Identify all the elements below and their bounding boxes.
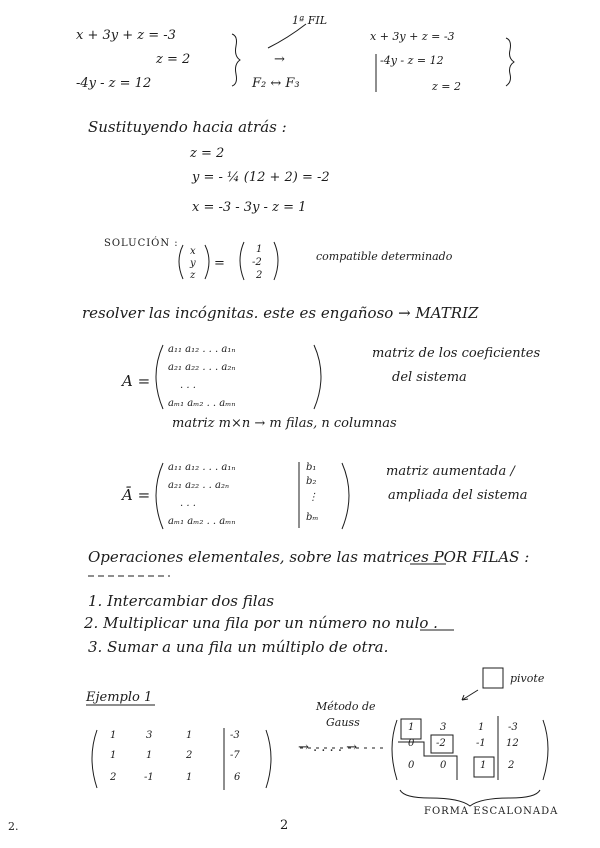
margin-mark: 2.	[8, 820, 19, 833]
coef-row: a₁₁ a₁₂ . . . a₁ₙ	[168, 344, 236, 355]
echelon-label: FORMA ESCALONADA	[424, 806, 559, 817]
sol-val-3: 2	[256, 270, 263, 281]
echelon-brace	[400, 790, 540, 806]
aug-row: aₘ₁ aₘ₂ . . aₘₙ	[168, 516, 236, 527]
aug-b: b₁	[306, 462, 317, 473]
ops-heading: Operaciones elementales, sobre las matrices POR FILAS :	[88, 548, 530, 566]
aug-row: . . .	[180, 498, 196, 509]
sol-var-x: x	[190, 246, 196, 257]
sol-val-1: 1	[256, 244, 263, 255]
pivot-label: pivote	[510, 672, 545, 685]
coef-paren-left	[156, 345, 163, 409]
coef-paren-right	[314, 345, 321, 409]
swap-stroke	[268, 24, 306, 48]
m2-cell: -2	[436, 738, 446, 749]
m2-cell: 12	[506, 738, 519, 749]
aug-b: ⋮	[308, 492, 318, 503]
system-eq-3: -4y - z = 12	[76, 76, 152, 91]
coef-note-1: matriz de los coeficientes	[372, 346, 541, 361]
m2-cell: 1	[408, 722, 415, 733]
swap-label: F₂ ↔ F₃	[252, 76, 300, 91]
aug-note-1: matriz aumentada /	[386, 464, 515, 479]
aug-b: b₂	[306, 476, 317, 487]
m1-cell: 1	[186, 730, 193, 741]
subst-line-2: y = - ¼ (12 + 2) = -2	[192, 170, 330, 185]
coef-row: a₂₁ a₂₂ . . . a₂ₙ	[168, 362, 236, 373]
page-number: 2	[280, 818, 289, 833]
gauss-arrow-text: → . . . . →	[298, 740, 357, 755]
pivot-arrow-head	[462, 695, 468, 700]
m1-cell: -3	[230, 730, 240, 741]
sol-paren-4	[274, 242, 278, 280]
system-eq-1: x + 3y + z = -3	[76, 28, 176, 43]
m1-cell: 1	[146, 750, 153, 761]
solution-note: compatible determinado	[316, 250, 453, 263]
m2-cell: 1	[480, 760, 487, 771]
solution-label: SOLUCIÓN :	[104, 238, 179, 249]
sol-paren-3	[240, 242, 244, 280]
result-row-1: x + 3y + z = -3	[370, 30, 455, 43]
aug-paren-right	[342, 463, 349, 529]
m1-cell: 1	[186, 772, 193, 783]
m1-paren-left	[92, 730, 97, 788]
aug-row: a₁₁ a₁₂ . . . a₁ₙ	[168, 462, 236, 473]
m2-cell: 2	[508, 760, 515, 771]
m1-cell: 1	[110, 750, 117, 761]
example-title: Ejemplo 1	[86, 690, 153, 705]
result-row-3: z = 2	[432, 80, 462, 93]
coef-row: . . .	[180, 380, 196, 391]
subst-line-3: x = -3 - 3y - z = 1	[192, 200, 307, 215]
subst-heading: Sustituyendo hacia atrás :	[88, 118, 287, 136]
sol-var-z: z	[190, 270, 196, 281]
aug-note-2: ampliada del sistema	[388, 488, 528, 503]
result-row-2: -4y - z = 12	[380, 54, 444, 67]
op-3: 3. Sumar a una fila un múltiplo de otra.	[88, 638, 389, 656]
aug-row: a₂₁ a₂₂ . . a₂ₙ	[168, 480, 230, 491]
pivot-arrow	[462, 690, 478, 700]
coef-note-2: del sistema	[392, 370, 467, 385]
m2-cell: 0	[408, 738, 415, 749]
m2-cell: 0	[440, 760, 447, 771]
sol-val-2: -2	[252, 257, 262, 268]
m2-cell: 0	[408, 760, 415, 771]
m1-cell: 6	[234, 772, 241, 783]
m2-cell: -3	[508, 722, 518, 733]
m2-cell: 1	[478, 722, 485, 733]
gauss-method-1: Método de	[316, 700, 376, 713]
aug-label: Ā =	[122, 486, 151, 504]
m1-paren-right	[266, 730, 271, 788]
sol-paren-2	[205, 245, 209, 279]
gauss-method-2: Gauss	[326, 716, 360, 729]
sol-var-y: y	[190, 258, 196, 269]
system-right-brace	[506, 38, 514, 86]
op-1: 1. Intercambiar dos filas	[88, 592, 275, 610]
subst-line-1: z = 2	[190, 146, 225, 161]
m2-paren-right	[543, 720, 548, 780]
coef-row: aₘ₁ aₘ₂ . . aₘₙ	[168, 398, 236, 409]
m1-cell: 1	[110, 730, 117, 741]
m2-paren-left	[392, 720, 397, 780]
sol-equals: =	[214, 256, 225, 271]
pivot-legend-box	[483, 668, 503, 688]
swap-arrow: →	[274, 52, 285, 67]
system-eq-2: z = 2	[156, 52, 191, 67]
aug-b: bₘ	[306, 512, 319, 523]
m1-cell: 2	[110, 772, 117, 783]
echelon-stair	[398, 742, 457, 780]
m2-cell: 3	[440, 722, 447, 733]
m1-cell: -1	[144, 772, 154, 783]
m2-cell: -1	[476, 738, 486, 749]
op-2: 2. Multiplicar una fila por un número no nulo .	[84, 614, 438, 632]
aug-paren-left	[156, 463, 163, 529]
swap-top-note: 1ª FIL	[292, 14, 328, 27]
m1-cell: -7	[230, 750, 240, 761]
m1-cell: 2	[186, 750, 193, 761]
m1-cell: 3	[146, 730, 153, 741]
system-brace	[232, 34, 240, 86]
matrix-intro: resolver las incógnitas. este es engañoso → MATRIZ	[82, 304, 479, 322]
sol-paren-1	[179, 245, 183, 279]
coef-dims: matriz m×n → m filas, n columnas	[172, 416, 397, 431]
coef-label: A =	[122, 372, 151, 390]
